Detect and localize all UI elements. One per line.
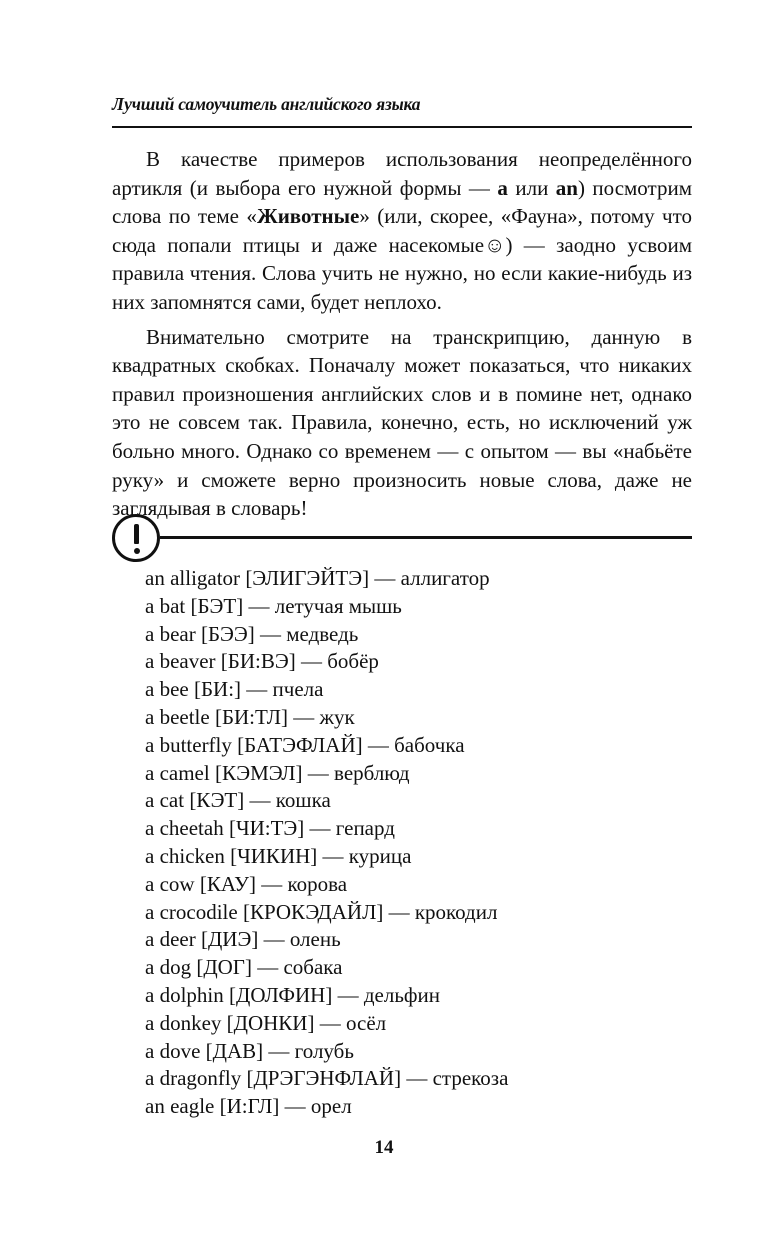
vocab-article: a	[145, 982, 155, 1007]
vocab-transcription: [КЭМЭЛ]	[214, 760, 303, 785]
vocab-article: a	[145, 788, 155, 813]
topic-highlight: Животные	[256, 204, 360, 229]
vocab-article: a	[145, 760, 155, 785]
vocab-article: a	[145, 955, 155, 980]
vocab-article: a	[145, 899, 155, 924]
intro-paragraph-1	[112, 145, 692, 317]
vocab-transcription: [БИ:]	[193, 677, 242, 702]
vocab-entry	[145, 704, 508, 732]
vocab-translation: — голубь	[268, 1038, 354, 1063]
vocab-word: butterfly	[159, 732, 232, 757]
running-title: Лучший самоучитель английского языка	[112, 94, 421, 114]
vocab-article: a	[145, 732, 155, 757]
vocab-translation: — корова	[261, 871, 348, 896]
vocab-entry	[145, 648, 508, 676]
vocab-transcription: [БЭЭ]	[200, 621, 255, 646]
vocab-transcription: [ДАВ]	[205, 1038, 264, 1063]
vocab-translation: — пчела	[246, 677, 324, 702]
vocab-transcription: [ЭЛИГЭЙТЭ]	[245, 566, 370, 590]
vocab-transcription: [БАТЭФЛАЙ]	[237, 732, 363, 757]
exclamation-circle-icon	[112, 514, 160, 562]
vocab-entry	[145, 1065, 508, 1093]
vocab-word: bear	[159, 621, 196, 646]
vocab-translation: — летучая мышь	[248, 593, 402, 618]
vocab-article: an	[145, 566, 165, 590]
vocab-word: eagle	[170, 1094, 215, 1119]
vocab-transcription: [ДРЭГЭНФЛАЙ]	[246, 1066, 402, 1091]
vocab-entry	[145, 732, 508, 760]
vocab-transcription: [БИ:ТЛ]	[214, 704, 289, 729]
vocab-transcription: [ДИЭ]	[200, 927, 259, 952]
intro-p1-or: или	[507, 175, 556, 200]
vocab-article: a	[145, 871, 155, 896]
vocab-article: an	[145, 1094, 165, 1119]
vocab-word: donkey	[159, 1010, 222, 1035]
article-a-highlight: a	[497, 175, 508, 200]
vocab-entry	[145, 565, 508, 593]
vocab-translation: — аллигатор	[374, 566, 490, 590]
intro-p1-part-b: ) посмотрим слова по теме «	[112, 175, 692, 229]
vocab-translation: — бобёр	[300, 649, 379, 674]
vocab-article: a	[145, 843, 155, 868]
vocab-article: a	[145, 677, 155, 702]
vocab-transcription: [И:ГЛ]	[219, 1094, 280, 1119]
vocab-article: a	[145, 1066, 155, 1091]
vocab-entry	[145, 926, 508, 954]
vocab-article: a	[145, 1010, 155, 1035]
vocab-article: a	[145, 704, 155, 729]
vocab-word: cat	[159, 788, 185, 813]
vocab-transcription: [ДОЛФИН]	[229, 982, 333, 1007]
intro-paragraph-2: Внимательно смотрите на транскрипцию, данную в квадратных скобках. Поначалу может показаться, что никаких правил произношения английских слов и в помине нет, однако это не совсем так. Правила, конечно, есть, но исключений уж больно много. Однако со временем — с опытом — вы «набьёте руку» и сможете верно произносить новые слова, даже не заглядывая в словарь!	[112, 324, 692, 521]
vocab-translation: — собака	[257, 955, 343, 980]
vocab-transcription: [БЭТ]	[190, 593, 244, 618]
vocab-word: beaver	[159, 649, 216, 674]
vocab-translation: — крокодил	[388, 899, 498, 924]
vocab-entry	[145, 593, 508, 621]
vocab-article: a	[145, 649, 155, 674]
vocab-word: cow	[159, 871, 195, 896]
vocab-word: dove	[159, 1038, 201, 1063]
vocab-transcription: [КЭТ]	[189, 788, 245, 813]
vocab-translation: — верблюд	[307, 760, 410, 785]
vocab-translation: — медведь	[260, 621, 359, 646]
article-an-highlight: an	[555, 175, 578, 200]
vocab-entry	[145, 760, 508, 788]
vocab-transcription: [КАУ]	[199, 871, 257, 896]
vocab-translation: — гепард	[309, 816, 395, 841]
vocab-word: cheetah	[159, 816, 224, 841]
vocab-translation: — курица	[322, 843, 412, 868]
vocab-entry	[145, 954, 508, 982]
intro-p1-part-c: » (или, скорее, «Фауна», потому что сюда попали птицы и даже насекомые☺) — заодно усвоим правила чтения. Слова учить не нужно, но если какие-нибудь из них запомнятся сами, будет неплохо.	[112, 204, 692, 314]
vocab-word: camel	[159, 760, 210, 785]
vocab-translation: — кошка	[249, 788, 331, 813]
intro-text	[112, 145, 692, 523]
vocab-transcription: [КРОКЭДАЙЛ]	[242, 899, 384, 924]
vocab-entry	[145, 1038, 508, 1066]
vocab-translation: — бабочка	[367, 732, 465, 757]
vocab-transcription: [ДОНКИ]	[226, 1010, 315, 1035]
vocab-word: alligator	[170, 566, 241, 590]
vocab-word: dog	[159, 955, 192, 980]
vocab-word: beetle	[159, 704, 210, 729]
vocab-transcription: [ДОГ]	[196, 955, 252, 980]
vocab-translation: — орел	[284, 1094, 352, 1119]
vocab-entry	[145, 676, 508, 704]
vocab-article: a	[145, 1038, 155, 1063]
vocab-word: bat	[159, 593, 186, 618]
vocab-entry	[145, 1093, 508, 1121]
vocab-article: a	[145, 927, 155, 952]
vocab-entry	[145, 982, 508, 1010]
vocab-article: a	[145, 816, 155, 841]
vocab-transcription: [БИ:ВЭ]	[220, 649, 296, 674]
vocab-entry	[145, 871, 508, 899]
notice-rule	[160, 536, 692, 539]
vocab-entry	[145, 1010, 508, 1038]
vocab-translation: — олень	[263, 927, 341, 952]
vocab-article: a	[145, 621, 155, 646]
vocab-transcription: [ЧИКИН]	[230, 843, 318, 868]
vocab-translation: — дельфин	[337, 982, 440, 1007]
vocab-entry	[145, 787, 508, 815]
page-number: 14	[374, 1137, 394, 1158]
intro-p1-part-a: В качестве примеров использования неопределённого артикля (и выбора его нужной формы —	[112, 147, 692, 200]
vocab-entry	[145, 899, 508, 927]
vocab-word: crocodile	[159, 899, 238, 924]
vocab-word: chicken	[159, 843, 225, 868]
vocab-translation: — осёл	[319, 1010, 387, 1035]
vocab-word: dolphin	[159, 982, 224, 1007]
vocab-transcription: [ЧИ:ТЭ]	[228, 816, 305, 841]
vocab-translation: — жук	[293, 704, 355, 729]
vocab-entry	[145, 843, 508, 871]
vocab-translation: — стрекоза	[406, 1066, 509, 1091]
vocabulary-list	[145, 565, 508, 1121]
vocab-word: deer	[159, 927, 196, 952]
vocab-entry	[145, 815, 508, 843]
vocab-word: dragonfly	[159, 1066, 242, 1091]
vocab-article: a	[145, 593, 155, 618]
vocab-entry	[145, 621, 508, 649]
header-rule	[112, 126, 692, 128]
vocab-word: bee	[159, 677, 189, 702]
